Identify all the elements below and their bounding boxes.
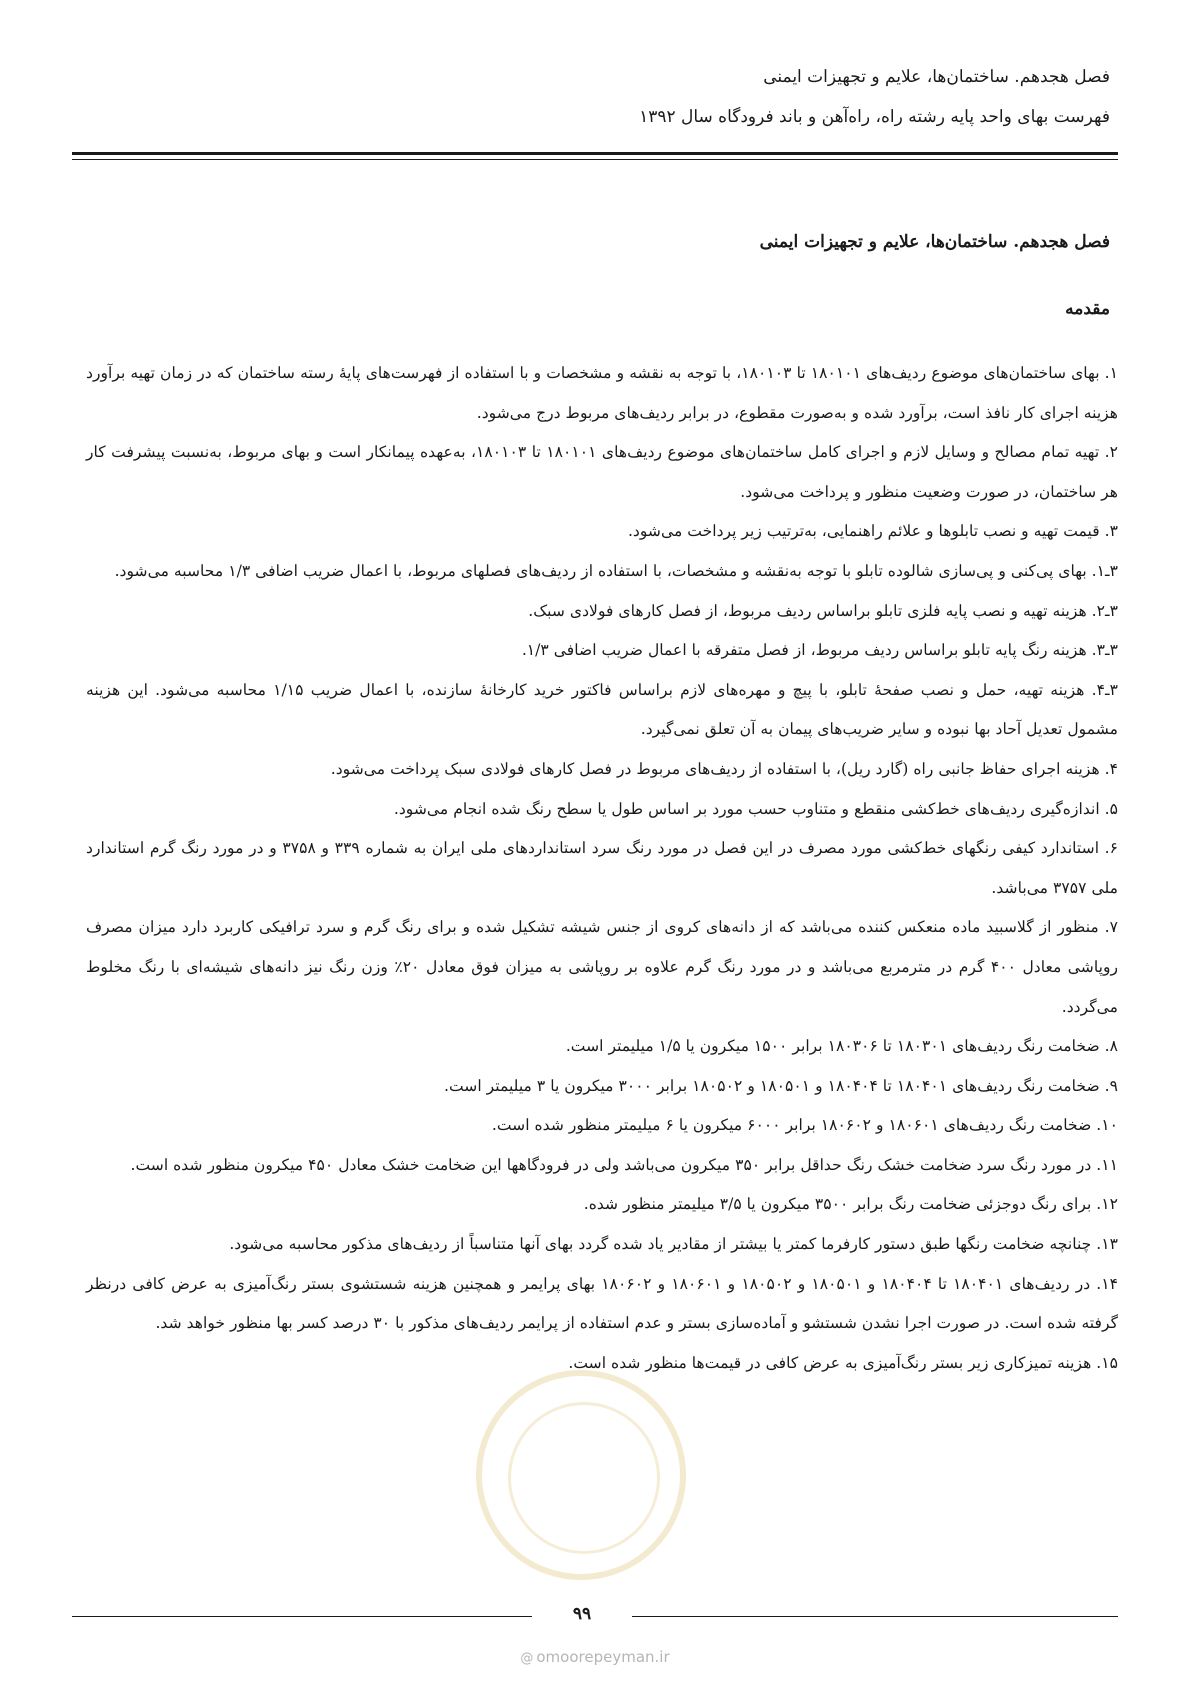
paragraph-1: ۱. بهای ساختمان‌های موضوع ردیف‌های ۱۸۰۱۰۱ تا ۱۸۰۱۰۳، با توجه به نقشه و مشخصات و با استفاده از فهرست‌های پایهٔ رسته ساختمان که در زمان تهیه برآورد هزینه اجرای کار نافذ است، برآورد شده و به‌صورت مقطوع، در برابر ردیف‌های مربوط درج می‌شود. (86, 364, 1119, 422)
paragraph-6: ۶. استاندارد کیفی رنگهای خط‌کشی مورد مصرف در این فصل در مورد رنگ سرد استانداردهای ملی ایران به شماره ۳۳۹ و ۳۷۵۸ و در مورد رنگ گرم استاندارد ملی ۳۷۵۷ می‌باشد. (86, 839, 1118, 897)
paragraph-3: ۳. قیمت تهیه و نصب تابلوها و علائم راهنمایی، به‌ترتیب زیر پرداخت می‌شود. (627, 522, 1118, 541)
paragraph-13: ۱۳. چنانچه ضخامت رنگها طبق دستور کارفرما کمتر یا بیشتر از مقادیر یاد شده گردد بهای آنها متناسباً از ردیف‌های مذکور محاسبه می‌شود. (229, 1235, 1118, 1254)
running-header-book-title: فهرست بهای واحد پایه رشته راه، راه‌آهن و باند فرودگاه سال ۱۳۹۲ (639, 107, 1110, 127)
paragraph-3-4: ۳ـ۴. هزینه تهیه، حمل و نصب صفحهٔ تابلو، با پیچ و مهره‌های لازم براساس فاکتور خرید کارخانهٔ سازنده، با اعمال ضریب ۱/۱۵ محاسبه می‌شود. این هزینه مشمول تعدیل آحاد بها نبوده و سایر ضریب‌های پیمان به آن تعلق نمی‌گیرد. (86, 680, 1119, 739)
website-url: omoorepeyman.ir (536, 1648, 670, 1666)
paragraph-12: ۱۲. برای رنگ دوجزئی ضخامت رنگ برابر ۳۵۰۰ میکرون یا ۳/۵ میلیمتر منظور شده. (583, 1195, 1118, 1214)
paragraph-3-1: ۳ـ۱. بهای پی‌کنی و پی‌سازی شالوده تابلو با توجه به‌نقشه و مشخصات، با استفاده از ردیف‌های فصلهای مربوط، با اعمال ضریب اضافی ۱/۳ محاسبه می‌شود. (114, 561, 1118, 580)
paragraph-3-2: ۳ـ۲. هزینه تهیه و نصب پایه فلزی تابلو براساس ردیف مربوط، از فصل کارهای فولادی سبک. (528, 601, 1118, 620)
running-header-chapter: فصل هجدهم. ساختمان‌ها، علایم و تجهیزات ایمنی (763, 67, 1110, 87)
page-number: ۹۹ (572, 1604, 592, 1624)
footer-divider-right (632, 1616, 1118, 1617)
at-sign-icon: @ (520, 1651, 534, 1666)
section-heading-introduction: مقدمه (1065, 299, 1110, 319)
chapter-title: فصل هجدهم. ساختمان‌ها، علایم و تجهیزات ایمنی (759, 232, 1110, 252)
paragraph-3-3: ۳ـ۳. هزینه رنگ پایه تابلو براساس ردیف مربوط، از فصل متفرقه با اعمال ضریب اضافی ۱/۳. (521, 641, 1118, 660)
paragraph-15: ۱۵. هزینه تمیزکاری زیر بستر رنگ‌آمیزی به عرض کافی در قیمت‌ها منظور شده است. (568, 1353, 1118, 1372)
paragraph-8: ۸. ضخامت رنگ ردیف‌های ۱۸۰۳۰۱ تا ۱۸۰۳۰۶ برابر ۱۵۰۰ میکرون یا ۱/۵ میلیمتر است. (565, 1037, 1118, 1056)
paragraph-11: ۱۱. در مورد رنگ سرد ضخامت خشک رنگ حداقل برابر ۳۵۰ میکرون می‌باشد ولی در فرودگاهها این ضخامت خشک معادل ۴۵۰ میکرون منظور شده است. (130, 1155, 1118, 1174)
body-text (86, 354, 1118, 1383)
paragraph-2: ۲. تهیه تمام مصالح و وسایل لازم و اجرای کامل ساختمان‌های موضوع ردیف‌های ۱۸۰۱۰۱ تا ۱۸۰۱۰۳، به‌عهده پیمانکار است و بهای مربوط، به‌نسبت پیشرفت کار هر ساختمان، در صورت وضعیت منظور و پرداخت می‌شود. (86, 443, 1118, 501)
paragraph-14: ۱۴. در ردیف‌های ۱۸۰۴۰۱ تا ۱۸۰۴۰۴ و ۱۸۰۵۰۱ و ۱۸۰۵۰۲ و ۱۸۰۶۰۱ و ۱۸۰۶۰۲ بهای پرایمر و همچنین هزینه شستشوی بستر رنگ‌آمیزی به عرض کافی درنظر گرفته شده است. در صورت اجرا نشدن شستشو و آماده‌سازی بستر و عدم استفاده از پرایمر ردیف‌های مذکور با ۳۰ درصد کسر بها منظور خواهد شد. (86, 1274, 1119, 1333)
header-divider-thin (72, 159, 1118, 160)
paragraph-10: ۱۰. ضخامت رنگ ردیف‌های ۱۸۰۶۰۱ و ۱۸۰۶۰۲ برابر ۶۰۰۰ میکرون یا ۶ میلیمتر منظور شده است. (491, 1116, 1118, 1135)
paragraph-4: ۴. هزینه اجرای حفاظ جانبی راه (گارد ریل)، با استفاده از ردیف‌های مربوط در فصل کارهای فولادی سبک پرداخت می‌شود. (330, 759, 1118, 778)
watermark-seal (476, 1370, 686, 1580)
paragraph-9: ۹. ضخامت رنگ ردیف‌های ۱۸۰۴۰۱ تا ۱۸۰۴۰۴ و ۱۸۰۵۰۱ و ۱۸۰۵۰۲ برابر ۳۰۰۰ میکرون یا ۳ میلیمتر است. (444, 1076, 1118, 1095)
watermark-seal-inner-ring (508, 1402, 660, 1554)
paragraph-5: ۵. اندازه‌گیری ردیف‌های خط‌کشی منقطع و متناوب حسب مورد بر اساس طول یا سطح رنگ شده انجام می‌شود. (393, 799, 1118, 818)
header-divider-thick (72, 152, 1118, 155)
footer-divider-left (72, 1616, 532, 1617)
paragraph-7: ۷. منظور از گلاسبید ماده منعکس کننده می‌باشد که از دانه‌های کروی از جنس شیشه تشکیل شده و برای رنگ گرم و سرد ترافیکی کاربرد دارد میزان مصرف روپاشی معادل ۴۰۰ گرم در مترمربع می‌باشد و در مورد رنگ گرم علاوه بر روپاشی به میزان فوق معادل ۲۰٪ وزن رنگ نیز دانه‌های شیشه‌ای با رنگ مخلوط می‌گردد. (86, 918, 1119, 1016)
website-footer (0, 1648, 1190, 1666)
